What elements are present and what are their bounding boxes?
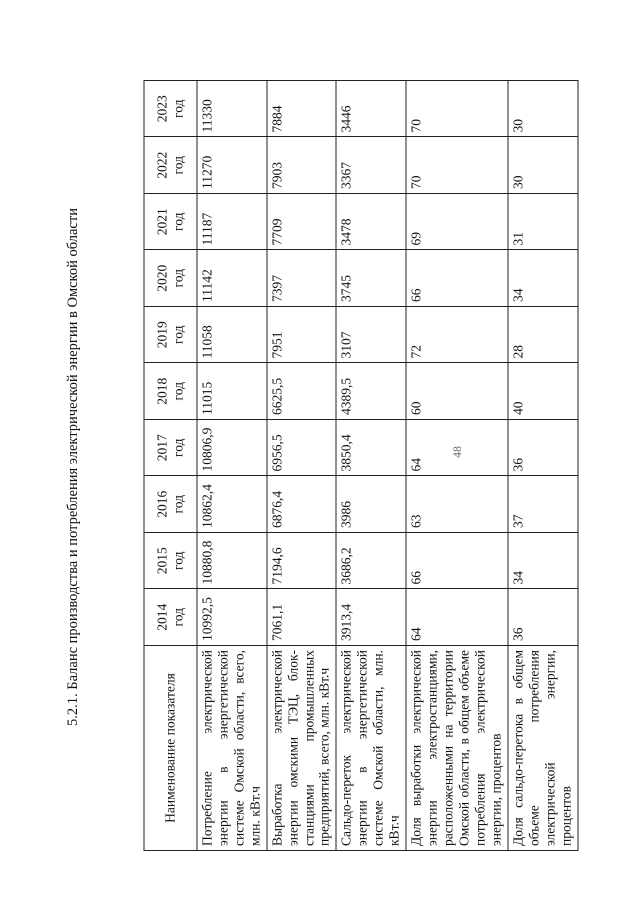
row-label: Доля сальдо-перетока в общем объеме потребления электрической энергии, процентов bbox=[508, 646, 578, 851]
table-cell: 28 bbox=[508, 307, 578, 364]
table-cell: 36 bbox=[508, 589, 578, 646]
table-cell: 34 bbox=[508, 533, 578, 590]
table-row bbox=[336, 81, 406, 851]
table-cell: 11015 bbox=[197, 363, 267, 420]
table-cell: 70 bbox=[406, 137, 508, 194]
column-header-year: 2016 год bbox=[144, 476, 197, 533]
table-cell: 36 bbox=[508, 420, 578, 477]
row-label: Выработка электрической энергии омскими ТЭЦ, блок-станциями промышленных предприятий, всего, млн. кВт.ч bbox=[267, 646, 337, 851]
column-header-year: 2020 год bbox=[144, 250, 197, 307]
table-cell: 3986 bbox=[336, 476, 406, 533]
table-cell: 11142 bbox=[197, 250, 267, 307]
table-cell: 60 bbox=[406, 363, 508, 420]
table-row bbox=[197, 81, 267, 851]
table-cell: 3478 bbox=[336, 194, 406, 251]
column-header-indicator: Наименование показателя bbox=[144, 646, 197, 851]
table-cell: 3686,2 bbox=[336, 533, 406, 590]
header-row bbox=[144, 81, 197, 851]
column-header-year: 2021 год bbox=[144, 194, 197, 251]
table-cell: 69 bbox=[406, 194, 508, 251]
table-cell: 4389,5 bbox=[336, 363, 406, 420]
table-cell: 30 bbox=[508, 81, 578, 138]
column-header-year: 2019 год bbox=[144, 307, 197, 364]
table-cell: 64 bbox=[406, 420, 508, 477]
table-cell: 7061,1 bbox=[267, 589, 337, 646]
table-cell: 7903 bbox=[267, 137, 337, 194]
table-cell: 66 bbox=[406, 250, 508, 307]
table-cell: 10862,4 bbox=[197, 476, 267, 533]
table-cell: 70 bbox=[406, 81, 508, 138]
table-cell: 3913,4 bbox=[336, 589, 406, 646]
table-cell: 3850,4 bbox=[336, 420, 406, 477]
table-cell: 7397 bbox=[267, 250, 337, 307]
row-label: Потребление электрической энергии в энергетической системе Омской области, всего, млн. кВт.ч bbox=[197, 646, 267, 851]
table-cell: 3745 bbox=[336, 250, 406, 307]
table-cell: 10880,8 bbox=[197, 533, 267, 590]
table-cell: 6956,5 bbox=[267, 420, 337, 477]
table-row bbox=[508, 81, 578, 851]
column-header-year: 2017 год bbox=[144, 420, 197, 477]
column-header-year: 2023 год bbox=[144, 81, 197, 138]
energy-balance-table bbox=[144, 80, 579, 851]
table-cell: 7951 bbox=[267, 307, 337, 364]
page-number: 48 bbox=[450, 446, 464, 458]
table-cell: 7884 bbox=[267, 81, 337, 138]
table-cell: 37 bbox=[508, 476, 578, 533]
table-cell: 11270 bbox=[197, 137, 267, 194]
table-cell: 11187 bbox=[197, 194, 267, 251]
table-cell: 34 bbox=[508, 250, 578, 307]
column-header-year: 2022 год bbox=[144, 137, 197, 194]
table-cell: 10806,9 bbox=[197, 420, 267, 477]
table-cell: 11330 bbox=[197, 81, 267, 138]
table-cell: 7709 bbox=[267, 194, 337, 251]
table-cell: 30 bbox=[508, 137, 578, 194]
table-cell: 3107 bbox=[336, 307, 406, 364]
table-cell: 64 bbox=[406, 589, 508, 646]
table-cell: 3367 bbox=[336, 137, 406, 194]
table-cell: 6876,4 bbox=[267, 476, 337, 533]
row-label: Доля выработки электрической энергии электростанциями, расположенными на территории Омской области, в общем объеме потребления электрической энергии, процентов bbox=[406, 646, 508, 851]
balance-table-container bbox=[144, 81, 579, 851]
table-cell: 72 bbox=[406, 307, 508, 364]
column-header-year: 2015 год bbox=[144, 533, 197, 590]
table-cell: 66 bbox=[406, 533, 508, 590]
table-cell: 10992,5 bbox=[197, 589, 267, 646]
table-cell: 40 bbox=[508, 363, 578, 420]
table-cell: 63 bbox=[406, 476, 508, 533]
table-cell: 7194,6 bbox=[267, 533, 337, 590]
table-cell: 3446 bbox=[336, 81, 406, 138]
column-header-year: 2018 год bbox=[144, 363, 197, 420]
row-label: Сальдо-переток электрической энергии в энергетической системе Омской области, млн. кВт.ч bbox=[336, 646, 406, 851]
table-cell: 11058 bbox=[197, 307, 267, 364]
table-caption: 5.2.1. Баланс производства и потребления электрической энергии в Омской области bbox=[65, 208, 81, 726]
table-cell: 31 bbox=[508, 194, 578, 251]
table-row bbox=[267, 81, 337, 851]
column-header-year: 2014 год bbox=[144, 589, 197, 646]
table-row bbox=[406, 81, 508, 851]
table-cell: 6625,5 bbox=[267, 363, 337, 420]
